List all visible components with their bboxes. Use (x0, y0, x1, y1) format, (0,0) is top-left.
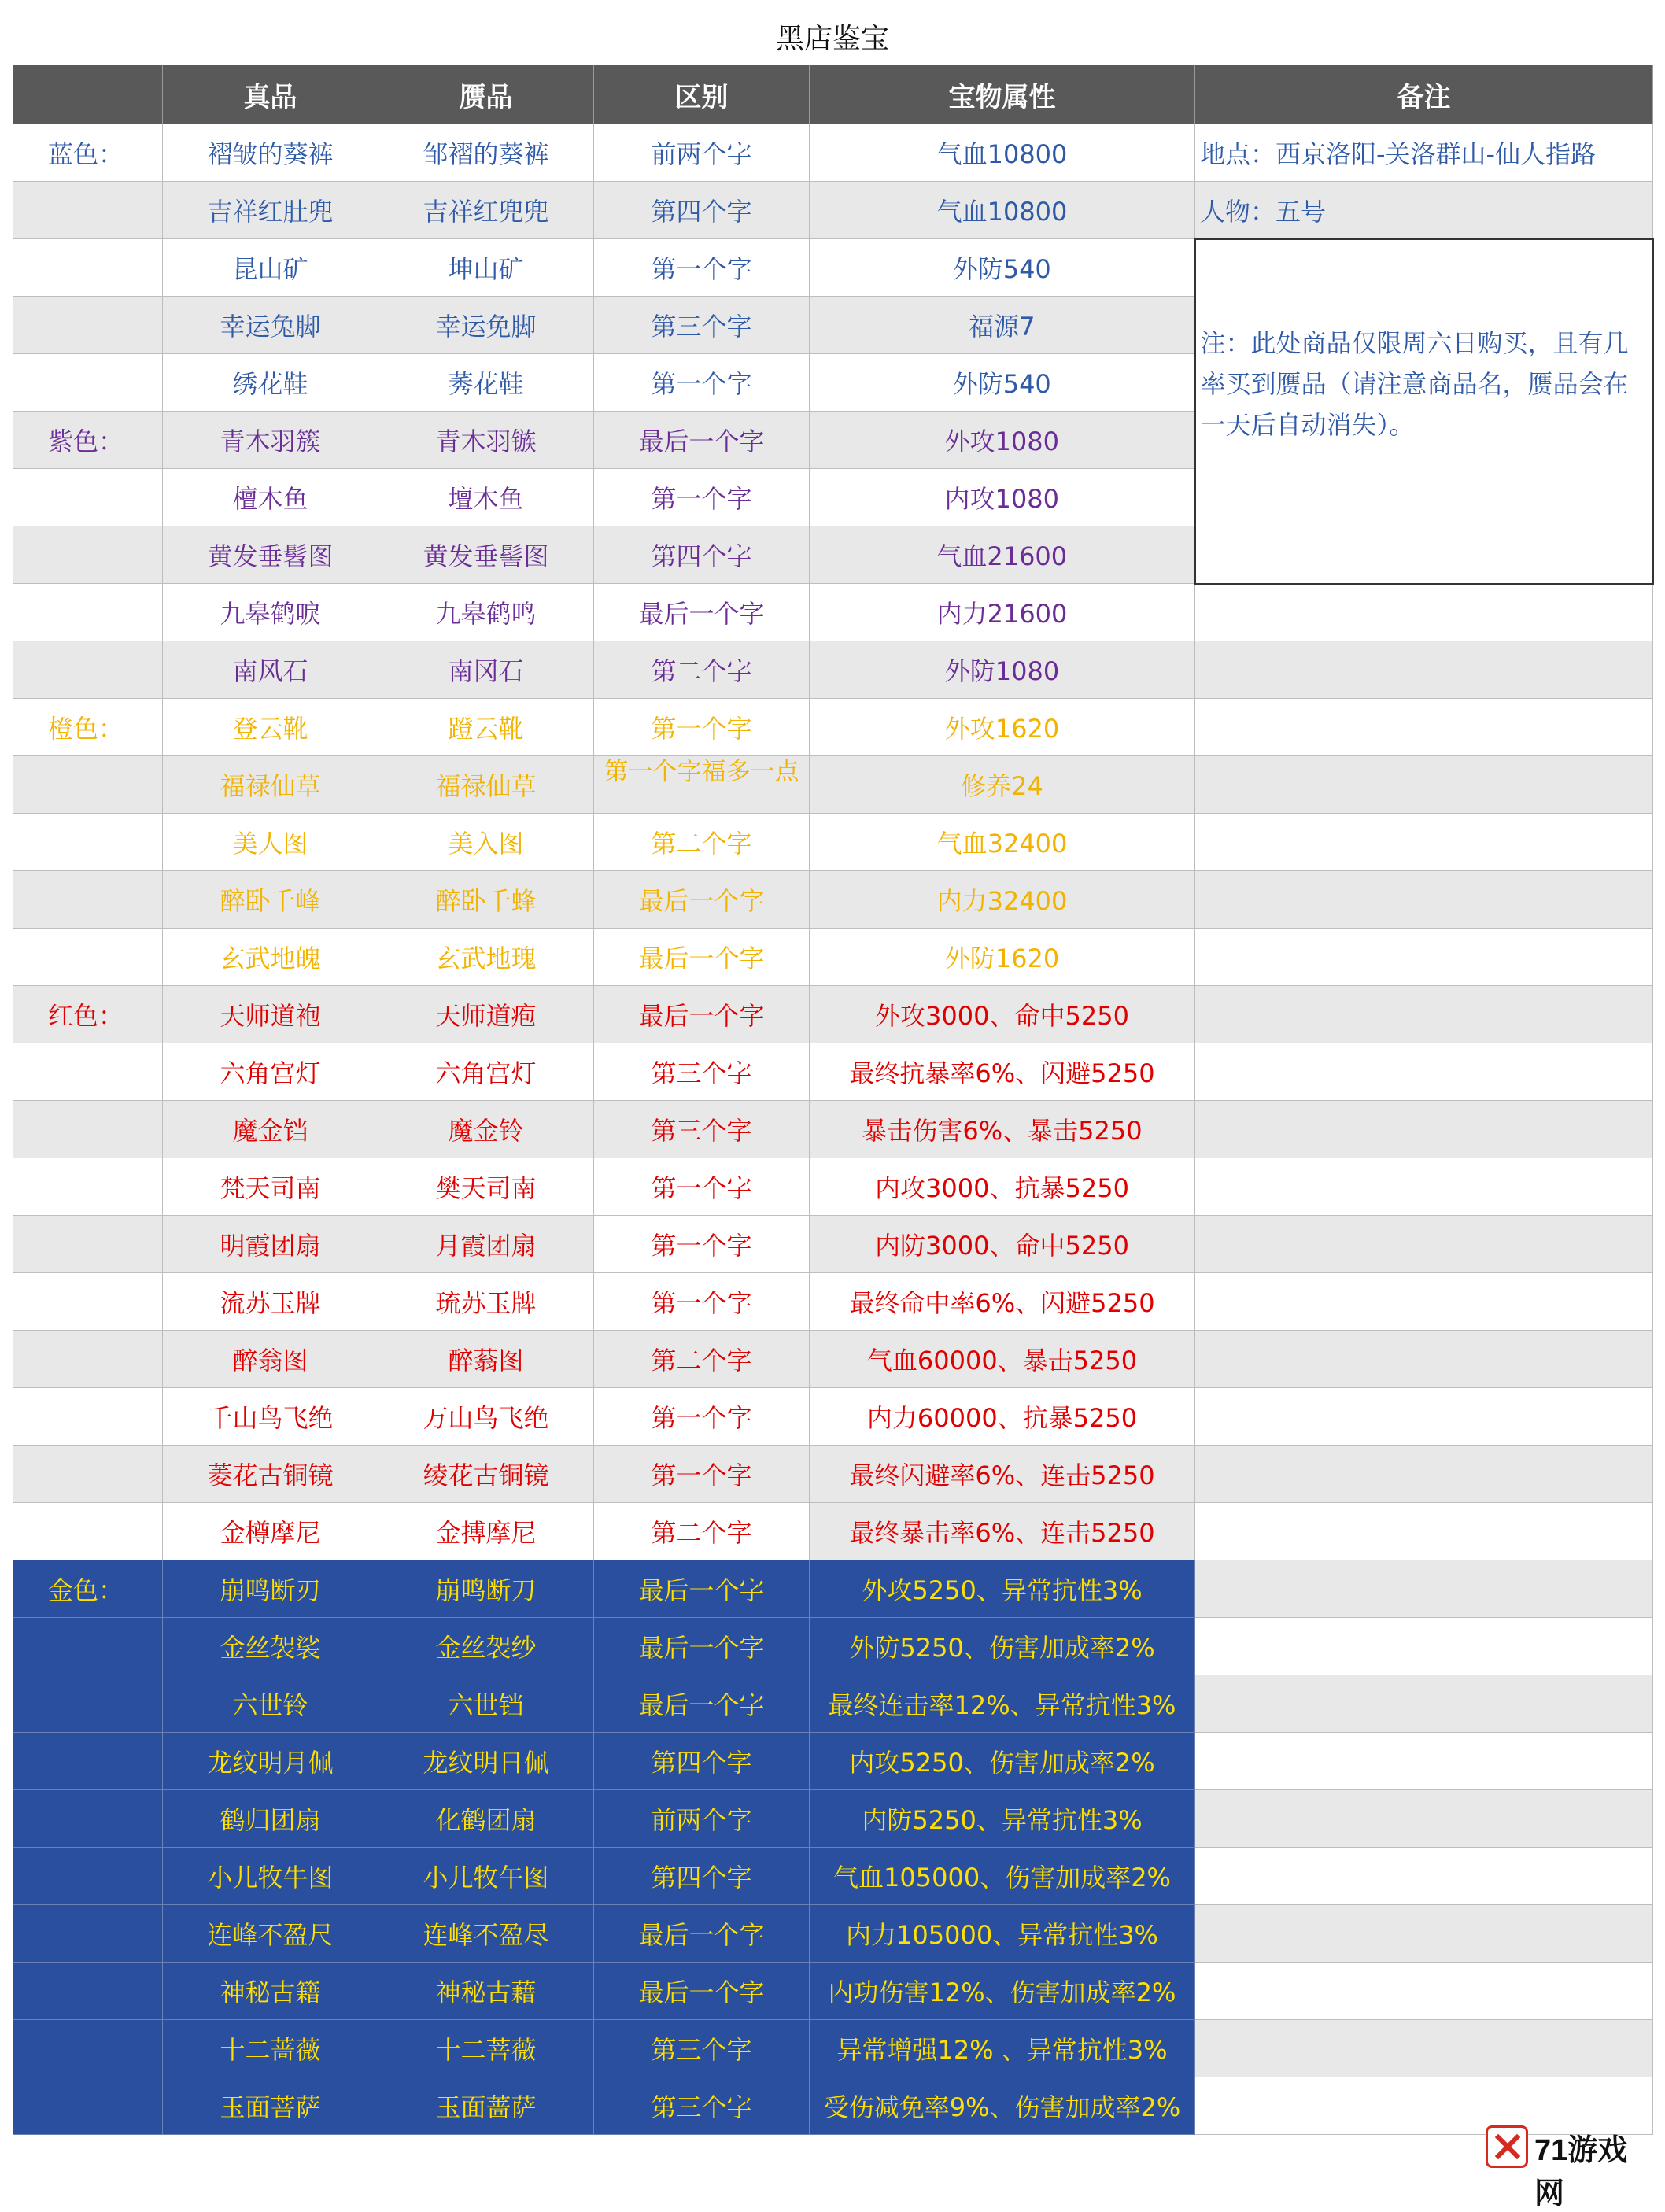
fake-item: 美入图 (378, 814, 594, 871)
table-row (13, 1963, 1653, 2020)
attribute: 内力60000、抗暴5250 (810, 1388, 1195, 1446)
fake-item: 幸运免脚 (378, 297, 594, 354)
table-row (13, 1790, 1653, 1848)
fake-item: 玄武地瑰 (378, 929, 594, 986)
real-item: 连峰不盈尺 (163, 1905, 378, 1963)
fake-item: 万山鸟飞绝 (378, 1388, 594, 1446)
header-row (13, 65, 1653, 124)
group-cell (13, 1905, 163, 1963)
table-row (13, 1331, 1653, 1388)
difference: 前两个字 (594, 124, 810, 182)
fake-item: 琉苏玉牌 (378, 1273, 594, 1331)
attribute: 气血21600 (810, 526, 1195, 584)
real-item: 龙纹明月佩 (163, 1733, 378, 1790)
group-cell (13, 469, 163, 526)
group-cell (13, 814, 163, 871)
note-cell (1195, 756, 1653, 814)
difference: 第四个字 (594, 526, 810, 584)
group-cell (13, 239, 163, 297)
group-label-blue: 蓝色： (13, 124, 163, 182)
note-cell (1195, 871, 1653, 929)
difference: 第三个字 (594, 297, 810, 354)
real-item: 吉祥红肚兜 (163, 182, 378, 239)
table-row (13, 182, 1653, 239)
fake-item: 十二菩薇 (378, 2020, 594, 2077)
group-cell (13, 1848, 163, 1905)
fake-item: 小儿牧午图 (378, 1848, 594, 1905)
attribute: 福源7 (810, 297, 1195, 354)
attribute: 内攻1080 (810, 469, 1195, 526)
table-row (13, 1101, 1653, 1158)
attribute: 外防1080 (810, 641, 1195, 699)
fake-item: 六世铛 (378, 1675, 594, 1733)
difference: 第一个字 (594, 469, 810, 526)
group-cell (13, 1790, 163, 1848)
real-item: 六世铃 (163, 1675, 378, 1733)
real-item: 黄发垂髫图 (163, 526, 378, 584)
attribute: 外攻3000、命中5250 (810, 986, 1195, 1043)
real-item: 青木羽簇 (163, 412, 378, 469)
header-note: 备注 (1195, 65, 1653, 124)
note-cell (1195, 1618, 1653, 1675)
difference: 最后一个字 (594, 1675, 810, 1733)
attribute: 外防5250、伤害加成率2% (810, 1618, 1195, 1675)
real-item: 神秘古籍 (163, 1963, 378, 2020)
difference: 第一个字 (594, 1216, 810, 1273)
group-cell (13, 1733, 163, 1790)
table-row (13, 584, 1653, 641)
note-cell (1195, 1446, 1653, 1503)
note-cell (1195, 929, 1653, 986)
fake-item: 金丝袈纱 (378, 1618, 594, 1675)
group-cell (13, 584, 163, 641)
note-cell (1195, 1905, 1653, 1963)
real-item: 千山鸟飞绝 (163, 1388, 378, 1446)
table-row (13, 124, 1653, 182)
attribute: 内力21600 (810, 584, 1195, 641)
group-cell (13, 1216, 163, 1273)
note-cell (1195, 1388, 1653, 1446)
difference: 最后一个字 (594, 584, 810, 641)
difference: 最后一个字 (594, 1905, 810, 1963)
real-item: 玄武地魄 (163, 929, 378, 986)
group-cell (13, 2020, 163, 2077)
difference: 第三个字 (594, 1101, 810, 1158)
group-cell (13, 1446, 163, 1503)
note-cell (1195, 1963, 1653, 2020)
note-cell (1195, 699, 1653, 756)
note-location: 地点：西京洛阳-关洛群山-仙人指路 (1195, 124, 1653, 182)
fake-item: 化鹤团扇 (378, 1790, 594, 1848)
header-group (13, 65, 163, 124)
attribute: 最终暴击率6%、连击5250 (810, 1503, 1195, 1560)
table-row (13, 641, 1653, 699)
attribute: 内攻3000、抗暴5250 (810, 1158, 1195, 1216)
group-cell (13, 1388, 163, 1446)
table-row (13, 239, 1653, 297)
table-row (13, 1273, 1653, 1331)
real-item: 鹤归团扇 (163, 1790, 378, 1848)
real-item: 金丝袈裟 (163, 1618, 378, 1675)
difference: 最后一个字 (594, 1560, 810, 1618)
attribute: 暴击伤害6%、暴击5250 (810, 1101, 1195, 1158)
site-watermark (1486, 2122, 1648, 2210)
fake-item: 莠花鞋 (378, 354, 594, 412)
group-cell (13, 1158, 163, 1216)
difference: 第四个字 (594, 1733, 810, 1790)
attribute: 内攻5250、伤害加成率2% (810, 1733, 1195, 1790)
header-fake: 赝品 (378, 65, 594, 124)
note-cell (1195, 584, 1653, 641)
group-cell (13, 354, 163, 412)
fake-item: 吉祥红兜兜 (378, 182, 594, 239)
group-cell (13, 929, 163, 986)
real-item: 醉卧千峰 (163, 871, 378, 929)
note-cell (1195, 1675, 1653, 1733)
difference: 最后一个字 (594, 986, 810, 1043)
group-cell (13, 1101, 163, 1158)
real-item: 褶皱的葵裤 (163, 124, 378, 182)
fake-item: 龙纹明日佩 (378, 1733, 594, 1790)
real-item: 福禄仙草 (163, 756, 378, 814)
attribute: 气血105000、伤害加成率2% (810, 1848, 1195, 1905)
attribute: 外防540 (810, 239, 1195, 297)
fake-item: 月霞团扇 (378, 1216, 594, 1273)
real-item: 玉面菩萨 (163, 2077, 378, 2135)
attribute: 外防540 (810, 354, 1195, 412)
real-item: 登云靴 (163, 699, 378, 756)
attribute: 内功伤害12%、伤害加成率2% (810, 1963, 1195, 2020)
table-row (13, 1675, 1653, 1733)
note-cell (1195, 641, 1653, 699)
real-item: 十二蔷薇 (163, 2020, 378, 2077)
real-item: 美人图 (163, 814, 378, 871)
difference: 最后一个字 (594, 871, 810, 929)
fake-item: 金搏摩尼 (378, 1503, 594, 1560)
fake-item: 天师道疱 (378, 986, 594, 1043)
difference: 前两个字 (594, 1790, 810, 1848)
attribute: 气血10800 (810, 124, 1195, 182)
fake-item: 青木羽镞 (378, 412, 594, 469)
real-item: 九皋鹤唳 (163, 584, 378, 641)
note-cell (1195, 1158, 1653, 1216)
fake-item: 崩鸣断刀 (378, 1560, 594, 1618)
fake-item: 邹褶的葵裤 (378, 124, 594, 182)
group-cell (13, 2077, 163, 2135)
group-cell (13, 1675, 163, 1733)
group-cell (13, 871, 163, 929)
fake-item: 壇木鱼 (378, 469, 594, 526)
fake-item: 蹬云靴 (378, 699, 594, 756)
difference: 最后一个字 (594, 1963, 810, 2020)
note-cell (1195, 2020, 1653, 2077)
real-item: 檀木鱼 (163, 469, 378, 526)
real-item: 南风石 (163, 641, 378, 699)
real-item: 醉翁图 (163, 1331, 378, 1388)
difference: 第三个字 (594, 1043, 810, 1101)
spreadsheet (13, 13, 1652, 2135)
difference: 最后一个字 (594, 1618, 810, 1675)
difference: 第一个字 (594, 354, 810, 412)
fake-item: 南冈石 (378, 641, 594, 699)
fake-item: 黄发垂髻图 (378, 526, 594, 584)
fake-item: 神秘古藉 (378, 1963, 594, 2020)
attribute: 气血10800 (810, 182, 1195, 239)
attribute: 受伤减免率9%、伤害加成率2% (810, 2077, 1195, 2135)
difference: 第一个字福多一点 (594, 756, 810, 814)
difference: 第一个字 (594, 1446, 810, 1503)
difference: 第三个字 (594, 2020, 810, 2077)
attribute: 最终命中率6%、闪避5250 (810, 1273, 1195, 1331)
difference: 第二个字 (594, 814, 810, 871)
header-real: 真品 (163, 65, 378, 124)
note-cell (1195, 1503, 1653, 1560)
fake-item: 魔金铃 (378, 1101, 594, 1158)
attribute: 气血60000、暴击5250 (810, 1331, 1195, 1388)
group-label-gold: 金色： (13, 1560, 163, 1618)
table-row (13, 871, 1653, 929)
attribute: 内防3000、命中5250 (810, 1216, 1195, 1273)
fake-item: 福禄仙草 (378, 756, 594, 814)
table-row (13, 1618, 1653, 1675)
note-cell (1195, 1043, 1653, 1101)
note-cell (1195, 986, 1653, 1043)
note-cell (1195, 1560, 1653, 1618)
table-row (13, 2020, 1653, 2077)
real-item: 魔金铛 (163, 1101, 378, 1158)
real-item: 小儿牧牛图 (163, 1848, 378, 1905)
group-label-orange: 橙色： (13, 699, 163, 756)
real-item: 六角宫灯 (163, 1043, 378, 1101)
difference: 最后一个字 (594, 412, 810, 469)
real-item: 梵天司南 (163, 1158, 378, 1216)
attribute: 外攻5250、异常抗性3% (810, 1560, 1195, 1618)
fake-item: 醉蓊图 (378, 1331, 594, 1388)
real-item: 昆山矿 (163, 239, 378, 297)
sheet-title: 黑店鉴宝 (13, 13, 1652, 65)
difference: 第三个字 (594, 2077, 810, 2135)
real-item: 流苏玉牌 (163, 1273, 378, 1331)
watermark-text: 71游戏网 (1534, 2134, 1628, 2210)
attribute: 修养24 (810, 756, 1195, 814)
fake-item: 绫花古铜镜 (378, 1446, 594, 1503)
note-cell (1195, 1848, 1653, 1905)
note-cell (1195, 1733, 1653, 1790)
difference: 第四个字 (594, 182, 810, 239)
difference: 第二个字 (594, 641, 810, 699)
real-item: 绣花鞋 (163, 354, 378, 412)
note-person: 人物：五号 (1195, 182, 1653, 239)
real-item: 明霞团扇 (163, 1216, 378, 1273)
attribute: 异常增强12% 、异常抗性3% (810, 2020, 1195, 2077)
note-cell (1195, 1790, 1653, 1848)
table-row (13, 814, 1653, 871)
real-item: 幸运兔脚 (163, 297, 378, 354)
table-row (13, 1905, 1653, 1963)
group-cell (13, 641, 163, 699)
header-diff: 区别 (594, 65, 810, 124)
note-cell (1195, 814, 1653, 871)
group-cell (13, 182, 163, 239)
real-item: 天师道袍 (163, 986, 378, 1043)
difference: 最后一个字 (594, 929, 810, 986)
group-cell (13, 1043, 163, 1101)
x-logo-icon (1486, 2125, 1528, 2168)
fake-item: 连峰不盈尽 (378, 1905, 594, 1963)
group-cell (13, 756, 163, 814)
attribute: 外防1620 (810, 929, 1195, 986)
difference: 第二个字 (594, 1331, 810, 1388)
treasure-table (13, 65, 1654, 2135)
difference: 第四个字 (594, 1848, 810, 1905)
note-remark: 注：此处商品仅限周六日购买，且有几率买到赝品（请注意商品名，赝品会在一天后自动消失）。 (1195, 239, 1653, 584)
attribute: 外攻1080 (810, 412, 1195, 469)
table-row (13, 1388, 1653, 1446)
group-cell (13, 1963, 163, 2020)
group-label-red: 红色： (13, 986, 163, 1043)
fake-item: 六角宫灯 (378, 1043, 594, 1101)
real-item: 金樽摩尼 (163, 1503, 378, 1560)
fake-item: 坤山矿 (378, 239, 594, 297)
table-row (13, 1216, 1653, 1273)
table-row (13, 1158, 1653, 1216)
table-row (13, 2077, 1653, 2135)
real-item: 崩鸣断刃 (163, 1560, 378, 1618)
table-row (13, 1560, 1653, 1618)
table-row (13, 986, 1653, 1043)
group-label-purple: 紫色： (13, 412, 163, 469)
table-row (13, 1043, 1653, 1101)
table-row (13, 929, 1653, 986)
attribute: 最终抗暴率6%、闪避5250 (810, 1043, 1195, 1101)
attribute: 内力32400 (810, 871, 1195, 929)
attribute: 内力105000、异常抗性3% (810, 1905, 1195, 1963)
difference: 第二个字 (594, 1503, 810, 1560)
note-cell (1195, 1216, 1653, 1273)
table-row (13, 1848, 1653, 1905)
group-cell (13, 1273, 163, 1331)
table-row (13, 756, 1653, 814)
group-cell (13, 1618, 163, 1675)
attribute: 外攻1620 (810, 699, 1195, 756)
note-cell (1195, 1101, 1653, 1158)
difference: 第一个字 (594, 1158, 810, 1216)
fake-item: 樊天司南 (378, 1158, 594, 1216)
attribute: 气血32400 (810, 814, 1195, 871)
fake-item: 玉面蔷萨 (378, 2077, 594, 2135)
table-row (13, 1446, 1653, 1503)
table-row (13, 699, 1653, 756)
table-row (13, 1733, 1653, 1790)
note-cell (1195, 1331, 1653, 1388)
attribute: 内防5250、异常抗性3% (810, 1790, 1195, 1848)
attribute: 最终连击率12%、异常抗性3% (810, 1675, 1195, 1733)
difference: 第一个字 (594, 1388, 810, 1446)
note-cell (1195, 1273, 1653, 1331)
group-cell (13, 1503, 163, 1560)
difference: 第一个字 (594, 239, 810, 297)
difference: 第一个字 (594, 1273, 810, 1331)
real-item: 菱花古铜镜 (163, 1446, 378, 1503)
attribute: 最终闪避率6%、连击5250 (810, 1446, 1195, 1503)
fake-item: 醉卧千蜂 (378, 871, 594, 929)
header-attr: 宝物属性 (810, 65, 1195, 124)
group-cell (13, 526, 163, 584)
group-cell (13, 1331, 163, 1388)
difference: 第一个字 (594, 699, 810, 756)
group-cell (13, 297, 163, 354)
fake-item: 九皋鹤鸣 (378, 584, 594, 641)
table-row (13, 1503, 1653, 1560)
